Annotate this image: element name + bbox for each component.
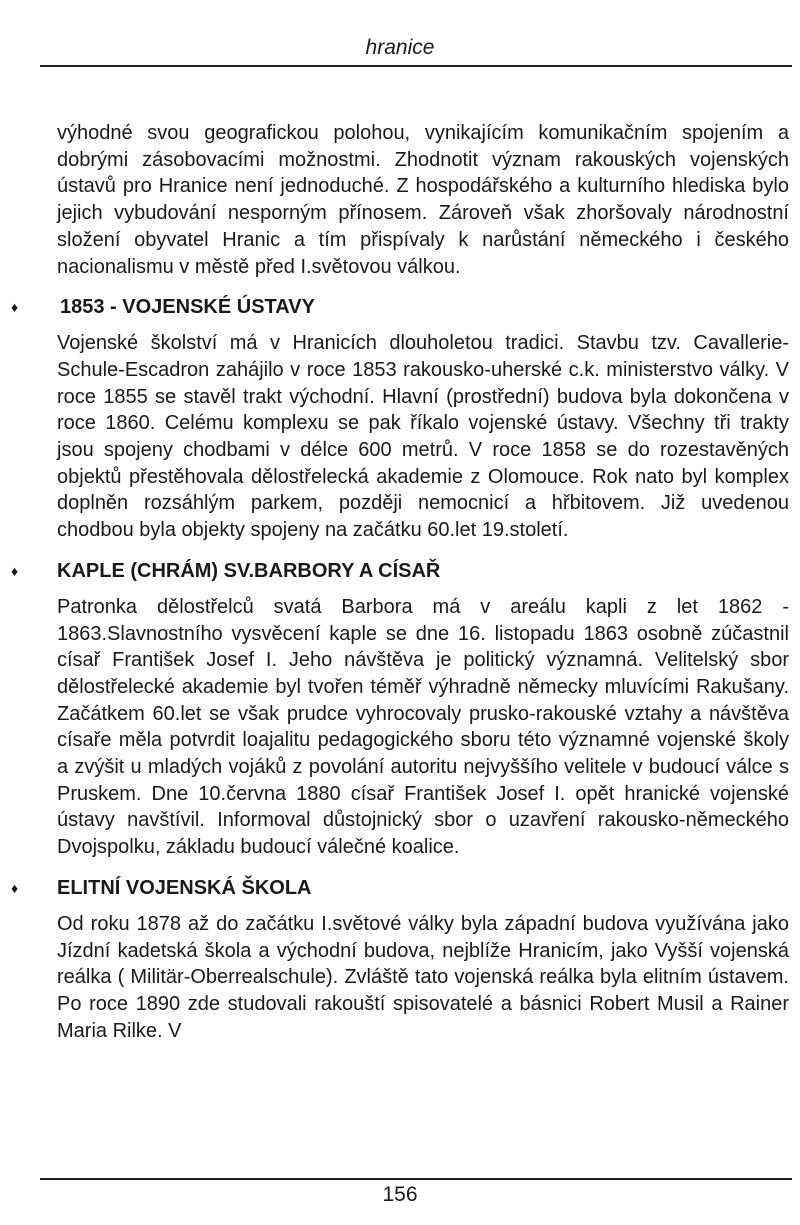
section-vojenske-ustavy bbox=[11, 294, 789, 544]
diamond-bullet-icon: ♦ bbox=[11, 299, 19, 316]
page-body bbox=[11, 120, 789, 1044]
running-header: hranice bbox=[365, 36, 435, 59]
section-kaple-sv-barbory bbox=[11, 558, 789, 861]
footer-rule bbox=[40, 1178, 792, 1180]
section-heading-text: ELITNÍ VOJENSKÁ ŠKOLA bbox=[57, 876, 312, 899]
section-paragraph: Patronka dělostřelců svatá Barbora má v areálu kapli z let 1862 - 1863.Slavnostního vysvěcení kaple se dne 16. listopadu 1863 osobně zúčastnil císař František Josef I. Jeho návštěva je politický významná. Velitelský sbor dělostřelecké akademie byl tvořen téměř výhradně německy mluvícími Rakušany. Začátkem 60.let se však prudce vyhrocovaly prusko-rakouské vztahy a návštěva císaře měla potvrdit loajalitu pedagogického sboru této významné vojenské školy a zvýšit u mladých vojáků z povolání autoritu nejvyššího velitele v budoucí válce s Pruskem. Dne 10.června 1880 císař František Josef I. opět hranické vojenské ústavy navštívil. Informoval důstojnický sbor o uzavření rakousko-německého Dvojspolku, základu budoucí válečné koalice. bbox=[57, 595, 789, 859]
section-heading-text: KAPLE (CHRÁM) SV.BARBORY A CÍSAŘ bbox=[57, 559, 441, 582]
section-heading bbox=[11, 294, 789, 320]
diamond-bullet-icon: ♦ bbox=[11, 879, 19, 896]
diamond-bullet-icon: ♦ bbox=[11, 562, 19, 579]
header-rule bbox=[40, 65, 792, 67]
section-heading bbox=[11, 875, 789, 901]
page-number: 156 bbox=[382, 1183, 418, 1206]
section-heading-text: 1853 - VOJENSKÉ ÚSTAVY bbox=[60, 296, 315, 319]
section-paragraph: Vojenské školství má v Hranicích dlouholetou tradici. Stavbu tzv. Cavallerie-Schule-Escadron zahájilo v roce 1853 rakousko-uherské c.k. ministerstvo války. V roce 1855 se stavěl trakt východní. Hlavní (prostřední) budova byla dokončena v roce 1860. Celému komplexu se pak říkalo vojenské ústavy. Všechny tři trakty jsou spojeny chodbami v délce 600 metrů. V roce 1858 se do rozestavěných objektů přestěhovala dělostřelecká akademie z Olomouce. Rok nato byl komplex doplněn rozsáhlým parkem, později nemocnicí a hřbitovem. Již uvedenou chodbou byla objekty spojeny na začátku 60.let 19.století. bbox=[57, 332, 789, 542]
section-heading bbox=[11, 558, 789, 584]
section-elitni-vojenska-skola bbox=[11, 875, 789, 1045]
intro-paragraph: výhodné svou geografickou polohou, vynikajícím komunikačním spojením a dobrými zásobovacími možnostmi. Zhodnotit význam rakouských vojenských ústavů pro Hranice není jednoduché. Z hospodářského a kulturního hlediska bylo jejich vybudování nesporným přínosem. Zároveň však zhoršovaly národnostní složení obyvatel Hranic a tím přispívaly k narůstání německého i českého nacionalismu v městě před I.světovou válkou. bbox=[57, 122, 789, 278]
section-paragraph: Od roku 1878 až do začátku I.světové války byla západní budova využívána jako Jízdní kadetská škola a východní budova, nejblíže Hranicím, jako Vyšší vojenská reálka ( Militär-Oberrealschule). Zvláště tato vojenská reálka byla elitním ústavem. Po roce 1890 zde studovali rakouští spisovatelé a básnici Robert Musil a Rainer Maria Rilke. V bbox=[57, 912, 789, 1042]
